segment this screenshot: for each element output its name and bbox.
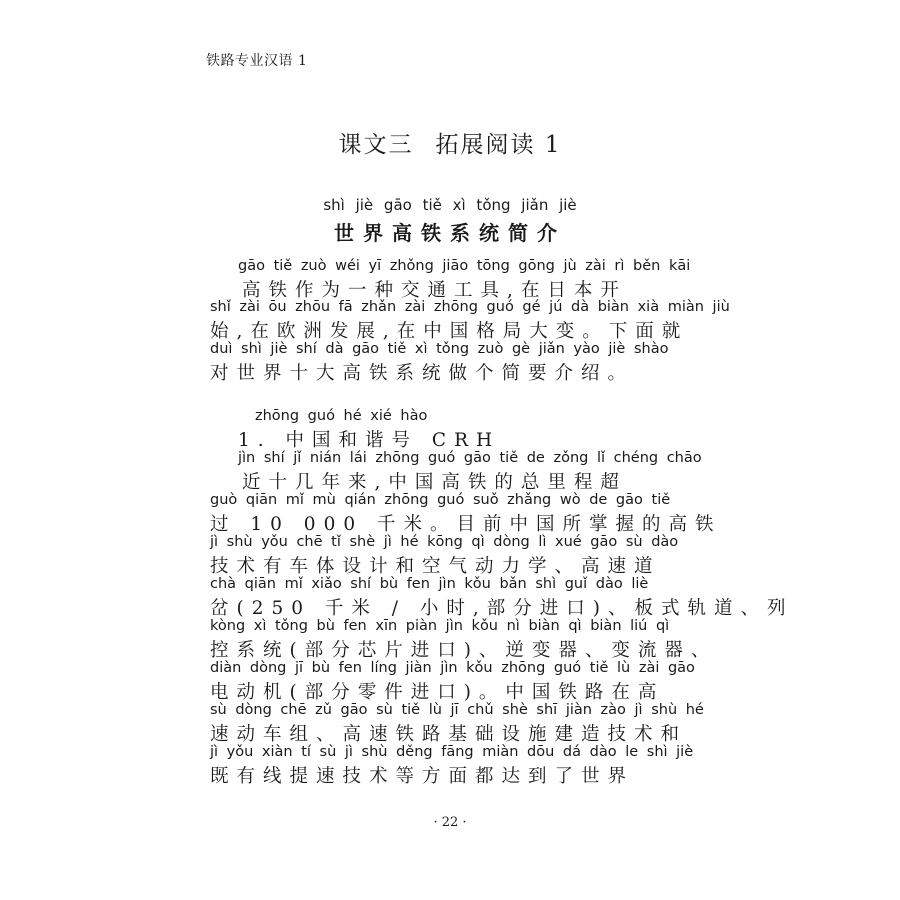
body-hanzi-line: 电动机(部分零件进口)。中国铁路在高 bbox=[210, 682, 665, 703]
body-pinyin-line: chà qiān mǐ xiǎo shí bù fen jìn kǒu bǎn shì guǐ dào liè bbox=[210, 576, 649, 592]
body-hanzi-line: 近十几年来,中国高铁的总里程超 bbox=[242, 472, 627, 493]
body-pinyin-line: diàn dòng jī bù fen líng jiàn jìn kǒu zhōng guó tiě lù zài gāo bbox=[210, 660, 695, 676]
intro-pinyin-line: shǐ zài ōu zhōu fā zhǎn zài zhōng guó gé jú dà biàn xià miàn jiù bbox=[210, 299, 730, 315]
body-pinyin-line: guò qiān mǐ mù qián zhōng guó suǒ zhǎng wò de gāo tiě bbox=[210, 492, 671, 508]
lesson-title bbox=[0, 126, 900, 159]
body-pinyin-line: jì shù yǒu chē tǐ shè jì hé kōng qì dòng lì xué gāo sù dào bbox=[210, 534, 679, 550]
page-number: · 22 · bbox=[433, 815, 467, 830]
body-hanzi-line: 速动车组、高速铁路基础设施建造技术和 bbox=[210, 724, 688, 745]
intro-pinyin-line: duì shì jiè shí dà gāo tiě xì tǒng zuò gè jiǎn yào jiè shào bbox=[210, 341, 669, 357]
body-hanzi-line: 岔(250 千米 / 小时,部分进口)、板式轨道、列 bbox=[210, 598, 794, 619]
body-hanzi-line: 技术有车体设计和空气动力学、高速道 bbox=[210, 556, 661, 577]
section-heading-pinyin: zhōng guó hé xié hào bbox=[255, 408, 428, 424]
body-pinyin-line: jì yǒu xiàn tí sù jì shù děng fāng miàn dōu dá dào le shì jiè bbox=[210, 744, 694, 760]
lesson-name: 拓展阅读 1 bbox=[435, 132, 562, 158]
intro-hanzi-line: 高铁作为一种交通工具,在日本开 bbox=[242, 280, 627, 301]
body-pinyin-line: sù dòng chē zǔ gāo sù tiě lù jī chǔ shè shī jiàn zào jì shù hé bbox=[210, 702, 704, 718]
intro-hanzi-line: 对世界十大高铁系统做个简要介绍。 bbox=[210, 363, 635, 384]
running-header: 铁路专业汉语 1 bbox=[206, 53, 308, 69]
subtitle-pinyin: shì jiè gāo tiě xì tǒng jiǎn jiè bbox=[323, 196, 577, 214]
section-heading: 1. 中国和谐号 CRH bbox=[238, 430, 501, 451]
lesson-number: 课文三 bbox=[338, 132, 414, 158]
body-pinyin-line: jìn shí jǐ nián lái zhōng guó gāo tiě de zǒng lǐ chéng chāo bbox=[238, 450, 702, 466]
subtitle-hanzi: 世界高铁系统简介 bbox=[334, 221, 566, 245]
intro-hanzi-line: 始,在欧洲发展,在中国格局大变。下面就 bbox=[210, 321, 689, 342]
intro-pinyin-line: gāo tiě zuò wéi yī zhǒng jiāo tōng gōng jù zài rì běn kāi bbox=[238, 258, 691, 274]
body-hanzi-line: 控系统(部分芯片进口)、逆变器、变流器、 bbox=[210, 640, 718, 661]
body-hanzi-line: 过 10 000 千米。目前中国所掌握的高铁 bbox=[210, 514, 722, 535]
body-pinyin-line: kòng xì tǒng bù fen xīn piàn jìn kǒu nì biàn qì biàn liú qì bbox=[210, 618, 670, 634]
body-hanzi-line: 既有线提速技术等方面都达到了世界 bbox=[210, 766, 635, 787]
